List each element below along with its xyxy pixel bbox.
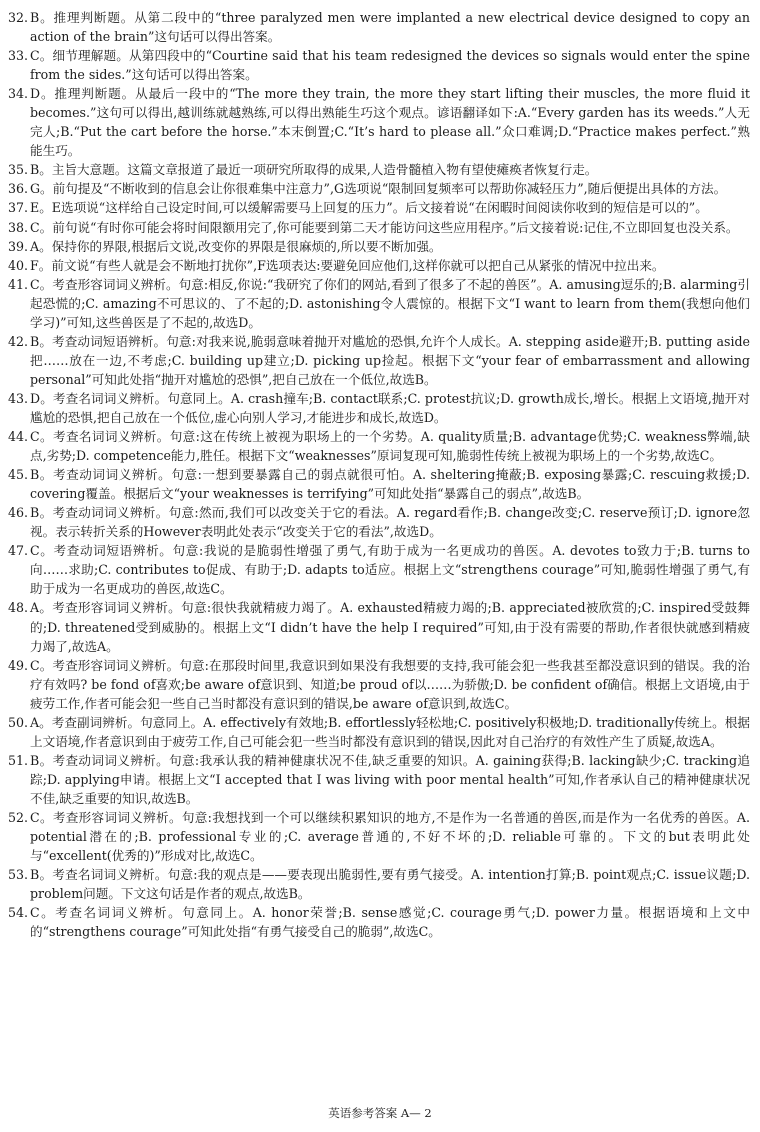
answer-item bbox=[8, 160, 750, 179]
answer-item bbox=[8, 8, 750, 46]
answer-text: C。细节理解题。从第四段中的“Courtine said that his team redesigned the devices so signals would enter the spine from the sides.”这句话可以得出答案。 bbox=[30, 48, 750, 83]
answer-text: C。考查形容词词义辨析。句意:相反,你说:“我研究了你们的网站,看到了很多了不起的兽医”。A. amusing逗乐的;B. alarming引起恐慌的;C. amazing不可思议的、了不起的;D. astonishing令人震惊的。根据下文“I want to learn from them(我想向他们学习)”可知,这些兽医是了不起的,故选D。 bbox=[30, 276, 750, 330]
answer-number: 53. bbox=[8, 867, 29, 883]
page-footer: 英语参考答案 A— 2 bbox=[328, 1106, 432, 1120]
answer-number: 34. bbox=[8, 86, 29, 102]
answer-text: F。前文说“有些人就是会不断地打扰你”,F选项表达:要避免回应他们,这样你就可以把自己从紧张的情况中拉出来。 bbox=[30, 257, 665, 273]
answer-item bbox=[8, 865, 750, 903]
answer-text: A。保持你的界限,根据后文说,改变你的界限是很麻烦的,所以要不断加强。 bbox=[30, 238, 442, 254]
answer-text: D。考查名词词义辨析。句意同上。A. crash撞车;B. contact联系;C. protest抗议;D. growth成长,增长。根据上文语境,抛开对尴尬的恐惧,把自己放在一个低位,虚心向别人学习,才能进步和成长,故选D。 bbox=[30, 390, 750, 425]
answer-number: 43. bbox=[8, 390, 29, 406]
answer-item bbox=[8, 808, 750, 865]
answer-text: C。考查名词词义辨析。句意:这在传统上被视为职场上的一个劣势。A. quality质量;B. advantage优势;C. weakness弊端,缺点,劣势;D. competence能力,胜任。根据下文“weaknesses”原词复现可知,脆弱性传统上被视为职场上的一个劣势,故选C。 bbox=[30, 429, 750, 464]
answer-text: B。推理判断题。从第二段中的“three paralyzed men were implanted a new electrical device designed to copy an action of the brain”这句话可以得出答案。 bbox=[30, 10, 750, 45]
answer-number: 47. bbox=[8, 543, 29, 559]
answer-item bbox=[8, 713, 750, 751]
answer-text: B。考查动词词义辨析。句意:我承认我的精神健康状况不佳,缺乏重要的知识。A. gaining获得;B. lacking缺少;C. tracking追踪;D. applying申请。根据上文“I accepted that I was living with poor mental health”可知,作者承认自己的精神健康状况不佳,缺乏重要的知识,故选B。 bbox=[30, 752, 750, 806]
answer-number: 41. bbox=[8, 276, 29, 292]
answer-text: G。前句提及“不断收到的信息会让你很难集中注意力”,G选项说“限制回复频率可以帮助你减轻压力”,随后便提出具体的方法。 bbox=[30, 181, 727, 197]
answer-list bbox=[8, 8, 750, 941]
answer-text: B。考查名词词义辨析。句意:我的观点是——要表现出脆弱性,要有勇气接受。A. intention打算;B. point观点;C. issue议题;D. problem问题。下文这句话是作者的观点,故选B。 bbox=[30, 867, 750, 902]
answer-number: 37. bbox=[8, 200, 29, 216]
answer-item bbox=[8, 84, 750, 160]
answer-number: 44. bbox=[8, 429, 29, 445]
answer-text: B。主旨大意题。这篇文章报道了最近一项研究所取得的成果,人造骨髓植入物有望使瘫痪者恢复行走。 bbox=[30, 162, 598, 178]
answer-item bbox=[8, 598, 750, 655]
answer-number: 39. bbox=[8, 238, 29, 254]
answer-text: C。考查动词短语辨析。句意:我说的是脆弱性增强了勇气,有助于成为一名更成功的兽医。A. devotes to致力于;B. turns to向……求助;C. contributes to促成、有助于;D. adapts to适应。根据上文“strengthens courage”可知,脆弱性增强了勇气,有助于成为一名更成功的兽医,故选C。 bbox=[30, 543, 750, 597]
answer-number: 33. bbox=[8, 48, 29, 64]
answer-number: 32. bbox=[8, 10, 29, 25]
answer-number: 35. bbox=[8, 162, 29, 178]
answer-item bbox=[8, 332, 750, 389]
answer-item bbox=[8, 903, 750, 941]
answer-text: B。考查动词词义辨析。句意:一想到要暴露自己的弱点就很可怕。A. sheltering掩蔽;B. exposing暴露;C. rescuing救援;D. covering覆盖。根据后文“your weaknesses is terrifying”可知此处指“暴露自己的弱点”,故选B。 bbox=[30, 467, 750, 502]
answer-item bbox=[8, 389, 750, 427]
answer-item bbox=[8, 256, 750, 275]
answer-number: 45. bbox=[8, 467, 29, 483]
answer-item bbox=[8, 46, 750, 84]
answer-number: 52. bbox=[8, 809, 29, 825]
answer-text: E。E选项说“这样给自己设定时间,可以缓解需要马上回复的压力”。后文接着说“在闲暇时间阅读你收到的短信是可以的”。 bbox=[30, 200, 708, 216]
answer-item bbox=[8, 541, 750, 598]
answer-number: 38. bbox=[8, 219, 29, 235]
answer-item bbox=[8, 275, 750, 332]
answer-number: 36. bbox=[8, 181, 29, 197]
answer-number: 42. bbox=[8, 333, 29, 349]
answer-item bbox=[8, 465, 750, 503]
answer-text: C。前句说“有时你可能会将时间限额用完了,你可能要到第二天才能访问这些应用程序。”后文接着说:记住,不立即回复也没关系。 bbox=[30, 219, 739, 235]
answer-number: 50. bbox=[8, 714, 29, 730]
answer-text: B。考查动词短语辨析。句意:对我来说,脆弱意味着抛开对尴尬的恐惧,允许个人成长。A. stepping aside避开;B. putting aside把……放在一边,不考虑;C. building up建立;D. picking up捡起。根据下文“your fear of embarrassment and allowing personal”可知此处指“抛开对尴尬的恐惧”,把自己放在一个低位,故选B。 bbox=[30, 333, 750, 387]
answer-number: 48. bbox=[8, 600, 29, 616]
answer-text: C。考查名词词义辨析。句意同上。A. honor荣誉;B. sense感觉;C. courage勇气;D. power力量。根据语境和上文中的“strengthens courage”可知此处指“有勇气接受自己的脆弱”,故选C。 bbox=[30, 905, 750, 940]
answer-number: 40. bbox=[8, 257, 29, 273]
answer-text: D。推理判断题。从最后一段中的“The more they train, the more they start lifting their muscles, the more fluid it becomes.”这句可以得出,越训练就越熟练,可以得出熟能生巧这个观点。谚语翻译如下:A.“Every garden has its weeds.”人无完人;B.“Put the cart before the horse.”本末倒置;C.“It’s hard to please all.”众口难调;D.“Practice makes perfect.”熟能生巧。 bbox=[30, 86, 750, 159]
answer-text: A。考查副词辨析。句意同上。A. effectively有效地;B. effortlessly轻松地;C. positively积极地;D. traditionally传统上。根据上文语境,作者意识到由于疲劳工作,自己可能会犯一些当时都没有意识到的错误,因此对自己治疗的有效性产生了质疑,故选A。 bbox=[30, 714, 750, 749]
answer-item bbox=[8, 751, 750, 808]
answer-text: A。考查形容词词义辨析。句意:很快我就精疲力竭了。A. exhausted精疲力竭的;B. appreciated被欣赏的;C. inspired受鼓舞的;D. threatened受到威胁的。根据上文“I didn’t have the help I required”可知,由于没有需要的帮助,作者很快就感到精疲力竭了,故选A。 bbox=[30, 600, 750, 654]
answer-number: 54. bbox=[8, 905, 29, 921]
answer-item bbox=[8, 503, 750, 541]
answer-item bbox=[8, 198, 750, 217]
answer-item bbox=[8, 237, 750, 256]
answer-number: 51. bbox=[8, 752, 29, 768]
answer-text: B。考查动词词义辨析。句意:然而,我们可以改变关于它的看法。A. regard看作;B. change改变;C. reserve预订;D. ignore忽视。表示转折关系的However表明此处表示“改变关于它的看法”,故选D。 bbox=[30, 505, 750, 540]
answer-item bbox=[8, 656, 750, 713]
answer-item bbox=[8, 427, 750, 465]
answer-number: 46. bbox=[8, 505, 29, 521]
answer-text: C。考查形容词词义辨析。句意:在那段时间里,我意识到如果没有我想要的支持,我可能会犯一些我甚至都没意识到的错误。我的治疗有效吗? be fond of喜欢;be aware of意识到、知道;be proud of以……为骄傲;D. be confident of确信。根据上文语境,由于疲劳工作,作者可能会犯一些自己当时都没有意识到的错误,be aware of意识到,故选C。 bbox=[30, 657, 750, 711]
answer-text: C。考查形容词词义辨析。句意:我想找到一个可以继续积累知识的地方,不是作为一名普通的兽医,而是作为一名优秀的兽医。A. potential潜在的;B. professional专业的;C. average普通的,不好不坏的;D. reliable可靠的。下文的but表明此处与“excellent(优秀的)”形成对比,故选C。 bbox=[30, 809, 750, 864]
answer-number: 49. bbox=[8, 657, 29, 673]
answer-item bbox=[8, 179, 750, 198]
answer-item bbox=[8, 218, 750, 237]
